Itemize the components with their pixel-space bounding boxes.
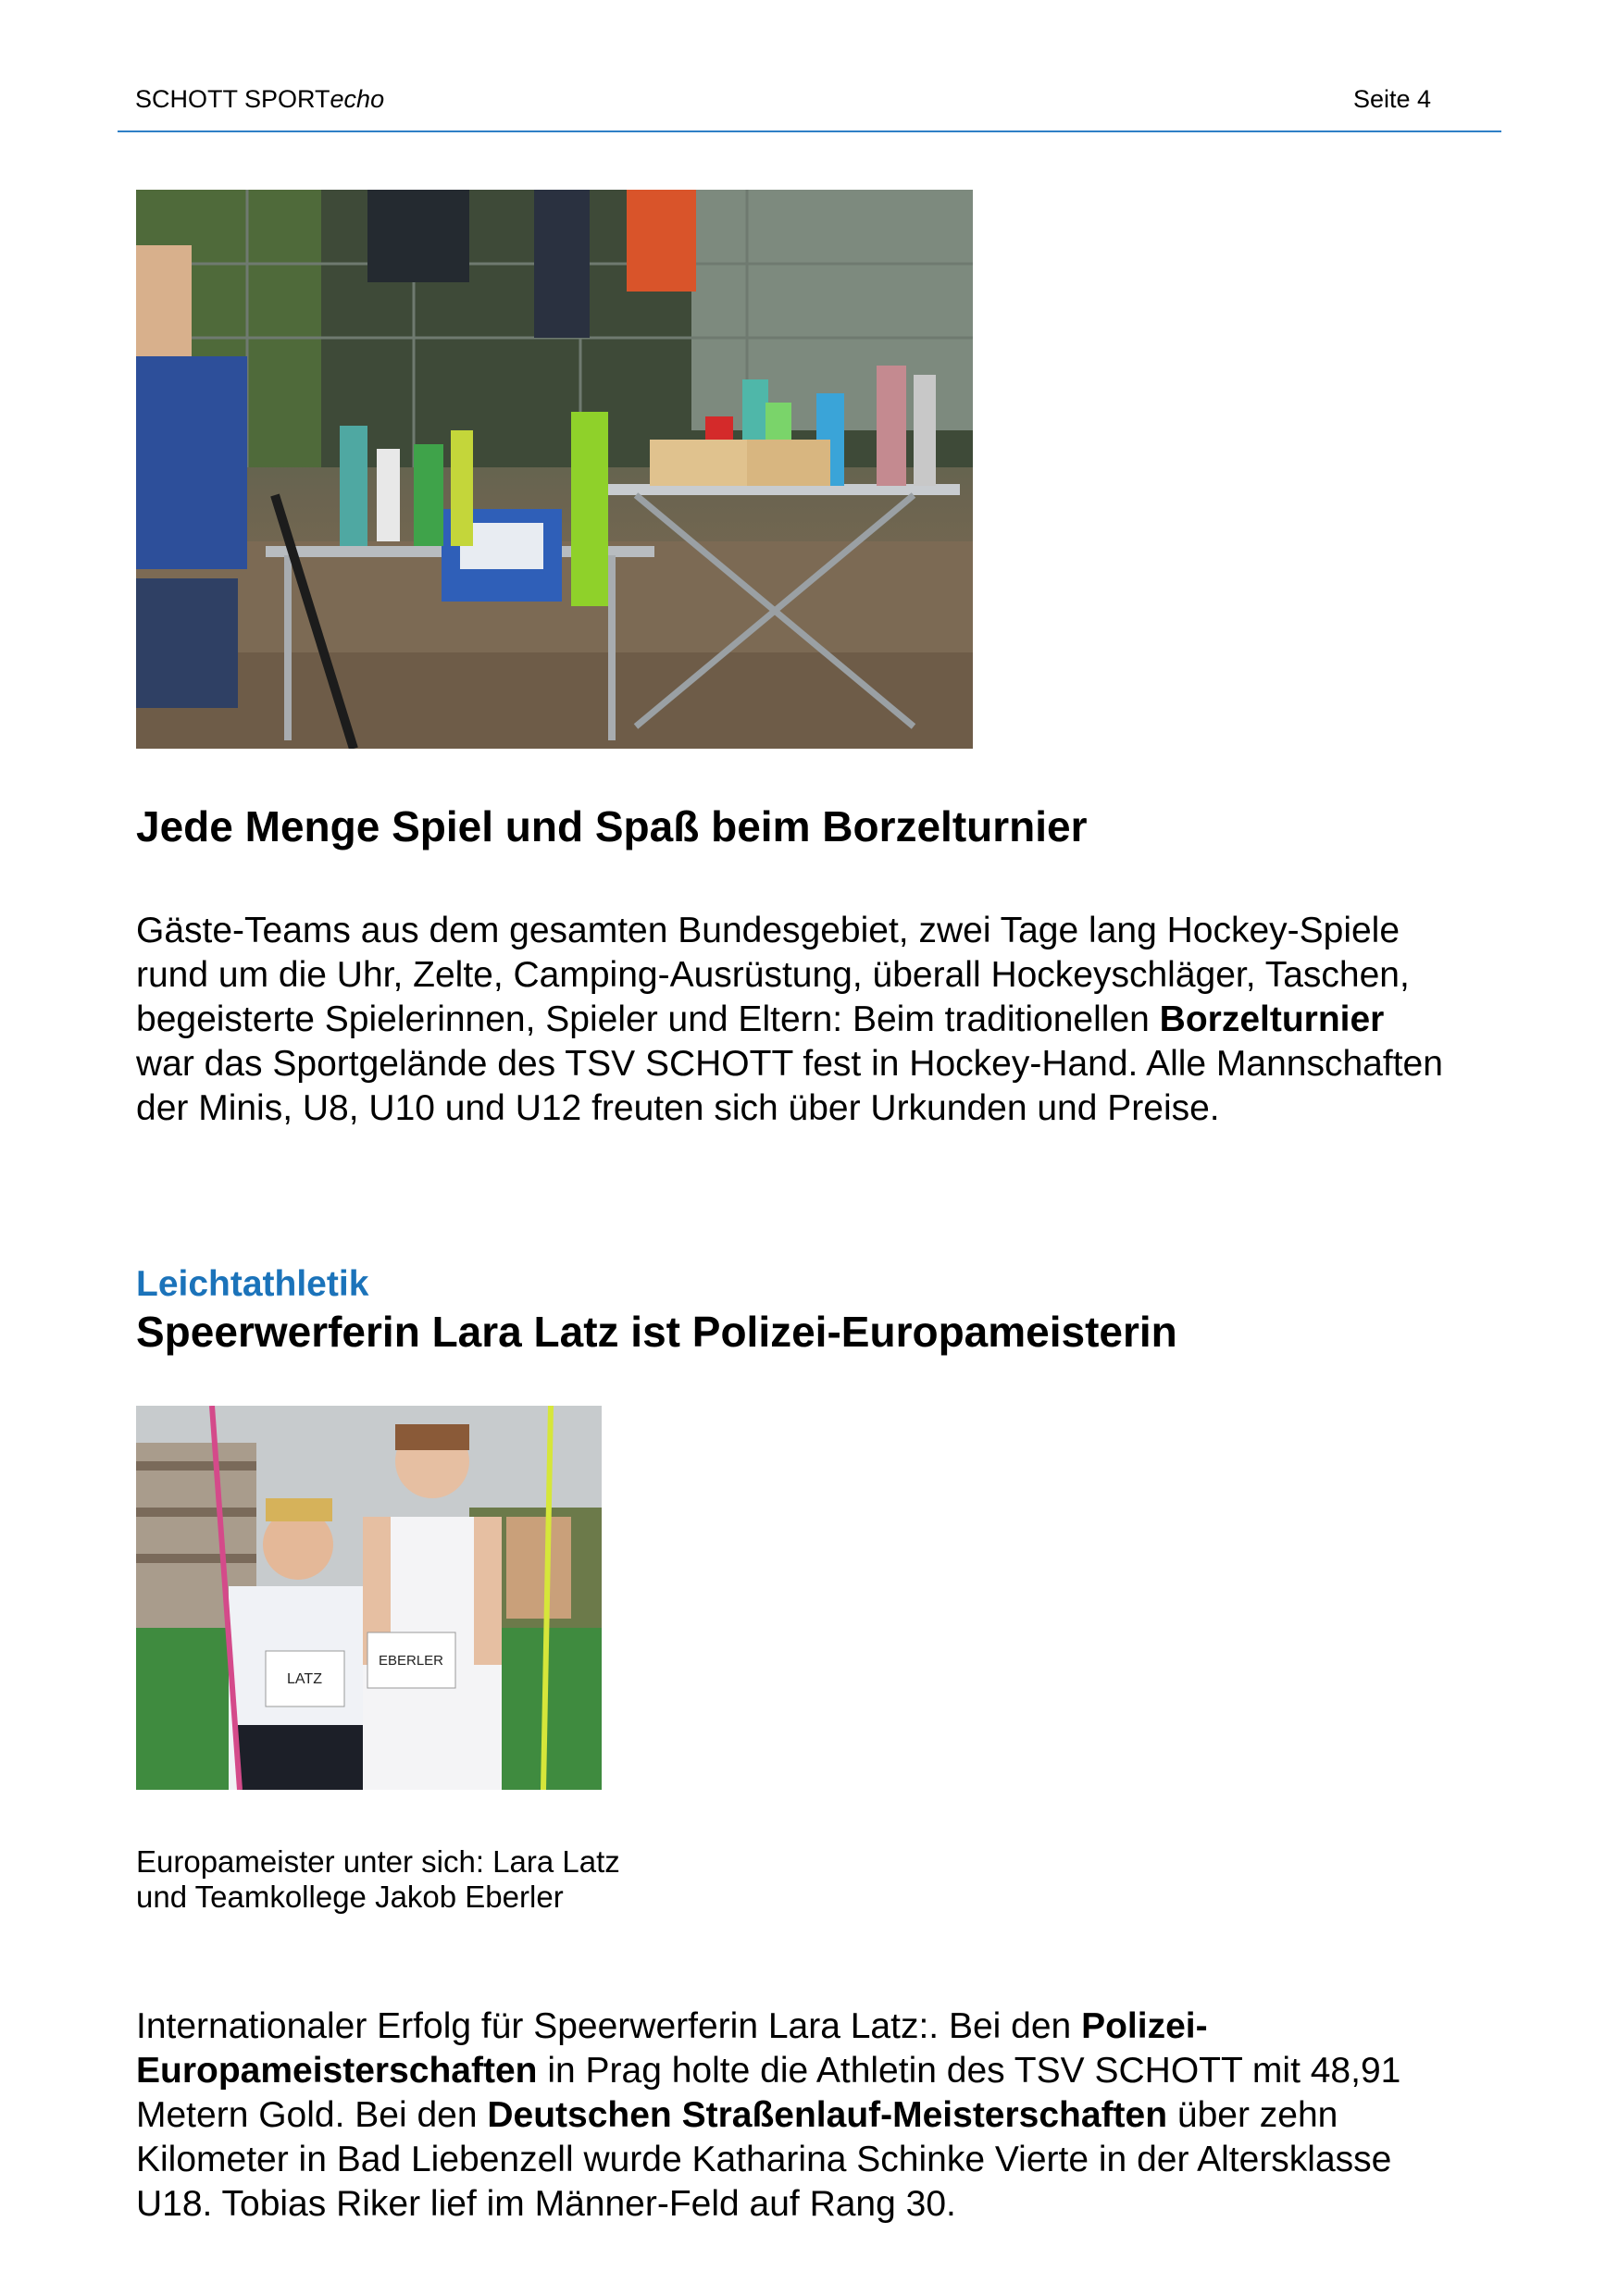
article-title-borzelturnier: Jede Menge Spiel und Spaß beim Borzelturnier (136, 802, 1088, 850)
section-label: Leichtathletik (136, 1264, 369, 1304)
article-body-borzelturnier: Gäste-Teams aus dem gesamten Bundesgebiet, zwei Tage lang Hockey-Spiele rund um die Uhr, Zelte, Camping-Ausrüstung, überall Hockeyschläger, Taschen, begeisterte Spielerinnen, Spieler und Eltern: Beim traditionellen Borzelturnier war das Sportgelände des TSV SCHOTT fest in Hockey-Hand. Alle Mannschaften der Minis, U8, U10 und U12 freuten sich über Urkunden und Preise. (136, 911, 1443, 1128)
page-header (135, 85, 1431, 122)
hockey-tournament-photo (136, 190, 973, 749)
article-body-lara-latz: Internationaler Erfolg für Speerwerferin Lara Latz:. Bei den Polizei-Europameisterschaften in Prag holte die Athletin des TSV SCHOTT mit 48,91 Metern Gold. Bei den Deutschen Straßenlauf-Meisterschaften über zehn Kilometer in Bad Liebenzell wurde Katharina Schinke Vierte in der Altersklasse U18. Tobias Riker lief im Männer-Feld auf Rang 30. (136, 2006, 1401, 2224)
athletes-photo (136, 1406, 602, 1790)
bib-eberler: EBERLER (378, 1653, 444, 1669)
header-divider (118, 130, 1501, 132)
bib-latz: LATZ (287, 1671, 322, 1687)
photo-caption: Europameister unter sich: Lara Latz und Teamkollege Jakob Eberler (136, 1844, 620, 1914)
publication-name: SCHOTT SPORTecho (135, 85, 385, 113)
article-title-lara-latz: Speerwerferin Lara Latz ist Polizei-Europameisterin (136, 1308, 1177, 1356)
page-number: Seite 4 (1352, 85, 1431, 113)
